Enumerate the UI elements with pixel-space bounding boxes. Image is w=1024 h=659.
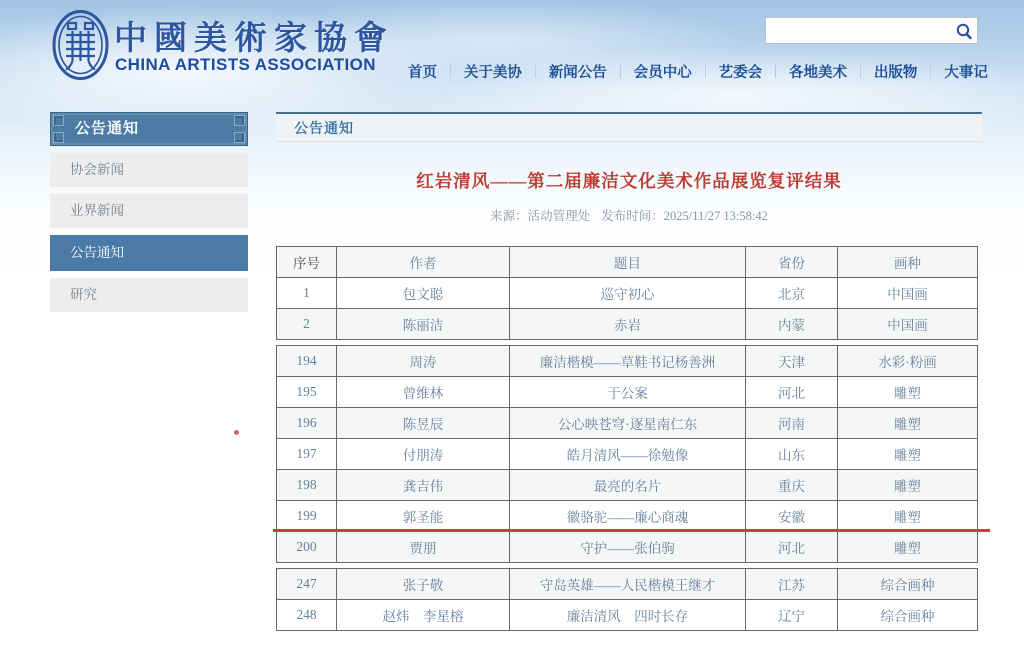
nav-separator	[930, 65, 931, 78]
table-cell: 雕塑	[838, 408, 978, 439]
table-cell: 最亮的名片	[510, 470, 746, 501]
table-cell: 194	[277, 346, 337, 377]
article-source: 来源：活动管理处	[490, 209, 591, 223]
main-content	[276, 112, 982, 636]
table-cell: 196	[277, 408, 337, 439]
table-cell: 包文聪	[337, 278, 510, 309]
fret-ornament-icon	[234, 115, 245, 126]
table-cell: 江苏	[746, 569, 838, 600]
table-cell: 赤岩	[510, 309, 746, 340]
nav-item-regional-art[interactable]: 各地美术	[789, 64, 848, 81]
main-nav	[408, 59, 988, 83]
table-cell: 北京	[746, 278, 838, 309]
table-cell: 河南	[746, 408, 838, 439]
artists-association-seal-icon	[52, 9, 109, 81]
table-cell: 2	[277, 309, 337, 340]
table-cell: 雕塑	[838, 439, 978, 470]
table-cell: 200	[277, 532, 337, 563]
table-cell: 赵炜 李星榕	[337, 600, 510, 631]
table-cell: 综合画种	[838, 600, 978, 631]
table-cell: 付朋涛	[337, 439, 510, 470]
fret-ornament-icon	[234, 132, 245, 143]
table-row	[277, 501, 978, 532]
column-header: 省份	[746, 247, 838, 278]
table-cell: 陈丽洁	[337, 309, 510, 340]
breadcrumb: 公告通知	[276, 112, 982, 142]
sidebar	[50, 112, 248, 312]
article-meta	[276, 206, 982, 224]
table-cell: 张子敬	[337, 569, 510, 600]
table-cell: 廉洁楷模——草鞋书记杨善洲	[510, 346, 746, 377]
nav-item-news[interactable]: 新闻公告	[548, 64, 607, 81]
table-cell: 公心映苍穹·逐星南仁东	[510, 408, 746, 439]
nav-separator	[535, 65, 536, 78]
logo-title-english: CHINA ARTISTS ASSOCIATION	[115, 55, 376, 74]
table-cell: 皓月清风——徐勉像	[510, 439, 746, 470]
table-cell: 199	[277, 501, 337, 532]
fret-ornament-icon	[53, 115, 64, 126]
logo-title-chinese: 中國美術家協會	[114, 21, 394, 57]
sidebar-item-announcements[interactable]: 公告通知	[50, 235, 248, 271]
table-cell: 山东	[746, 439, 838, 470]
table-row	[277, 309, 978, 340]
table-cell: 周涛	[337, 346, 510, 377]
column-header: 作者	[337, 247, 510, 278]
table-row	[277, 278, 978, 309]
table-cell: 雕塑	[838, 470, 978, 501]
nav-item-members[interactable]: 会员中心	[633, 64, 692, 81]
search-input[interactable]	[766, 18, 954, 43]
table-cell: 雕塑	[838, 501, 978, 532]
table-cell: 248	[277, 600, 337, 631]
article-publish-time: 发布时间：2025/11/27 13:58:42	[601, 209, 768, 223]
table-cell: 中国画	[838, 278, 978, 309]
table-row	[277, 377, 978, 408]
table-header-row	[277, 247, 978, 278]
search-box	[765, 17, 978, 44]
table-cell: 河北	[746, 532, 838, 563]
fret-ornament-icon	[53, 132, 64, 143]
table-cell: 198	[277, 470, 337, 501]
sidebar-header	[50, 112, 248, 146]
nav-separator	[705, 65, 706, 78]
table-row	[277, 470, 978, 501]
table-row	[277, 569, 978, 600]
sidebar-header-label: 公告通知	[75, 120, 140, 137]
article-title: 红岩清风——第二届廉洁文化美术作品展览复评结果	[416, 171, 842, 191]
sidebar-item-research[interactable]: 研究	[50, 278, 248, 312]
column-header: 画种	[838, 247, 978, 278]
table-row	[277, 346, 978, 377]
table-row	[277, 439, 978, 470]
table-cell: 综合画种	[838, 569, 978, 600]
table-cell: 徽骆驼——廉心商魂	[510, 501, 746, 532]
nav-item-home[interactable]: 首页	[408, 64, 437, 81]
nav-item-publications[interactable]: 出版物	[873, 64, 918, 81]
table-row	[277, 600, 978, 631]
table-cell: 247	[277, 569, 337, 600]
table-cell: 中国画	[838, 309, 978, 340]
table-cell: 廉洁清风 四时长存	[510, 600, 746, 631]
table-row	[277, 532, 978, 563]
nav-item-about[interactable]: 关于美协	[463, 64, 522, 81]
nav-item-events[interactable]: 大事记	[944, 64, 988, 81]
results-table-block-3	[276, 568, 978, 631]
nav-separator	[775, 65, 776, 78]
table-cell: 辽宁	[746, 600, 838, 631]
column-header: 序号	[277, 247, 337, 278]
results-table-block-1	[276, 246, 978, 340]
nav-separator	[860, 65, 861, 78]
nav-item-committees[interactable]: 艺委会	[718, 64, 763, 81]
table-cell: 安徽	[746, 501, 838, 532]
sidebar-item-industry-news[interactable]: 业界新闻	[50, 194, 248, 228]
table-row	[277, 408, 978, 439]
column-header: 题目	[510, 247, 746, 278]
table-cell: 雕塑	[838, 377, 978, 408]
table-cell: 曾维林	[337, 377, 510, 408]
table-cell: 贾朋	[337, 532, 510, 563]
table-cell: 守护——张伯驹	[510, 532, 746, 563]
nav-separator	[620, 65, 621, 78]
red-highlight-underline	[273, 529, 990, 532]
table-cell: 郭圣能	[337, 501, 510, 532]
table-cell: 水彩·粉画	[838, 346, 978, 377]
table-cell: 195	[277, 377, 337, 408]
nav-separator	[450, 65, 451, 78]
table-cell: 天津	[746, 346, 838, 377]
table-cell: 1	[277, 278, 337, 309]
red-dot-mark	[234, 430, 239, 435]
results-table-wrap	[276, 246, 977, 631]
table-cell: 雕塑	[838, 532, 978, 563]
search-icon[interactable]	[954, 21, 974, 41]
table-cell: 守岛英雄——人民楷模王继才	[510, 569, 746, 600]
table-cell: 重庆	[746, 470, 838, 501]
sidebar-item-association-news[interactable]: 协会新闻	[50, 153, 248, 187]
table-cell: 河北	[746, 377, 838, 408]
table-cell: 于公案	[510, 377, 746, 408]
table-cell: 巡守初心	[510, 278, 746, 309]
table-cell: 陈昱辰	[337, 408, 510, 439]
table-cell: 197	[277, 439, 337, 470]
table-cell: 龚吉伟	[337, 470, 510, 501]
table-cell: 内蒙	[746, 309, 838, 340]
